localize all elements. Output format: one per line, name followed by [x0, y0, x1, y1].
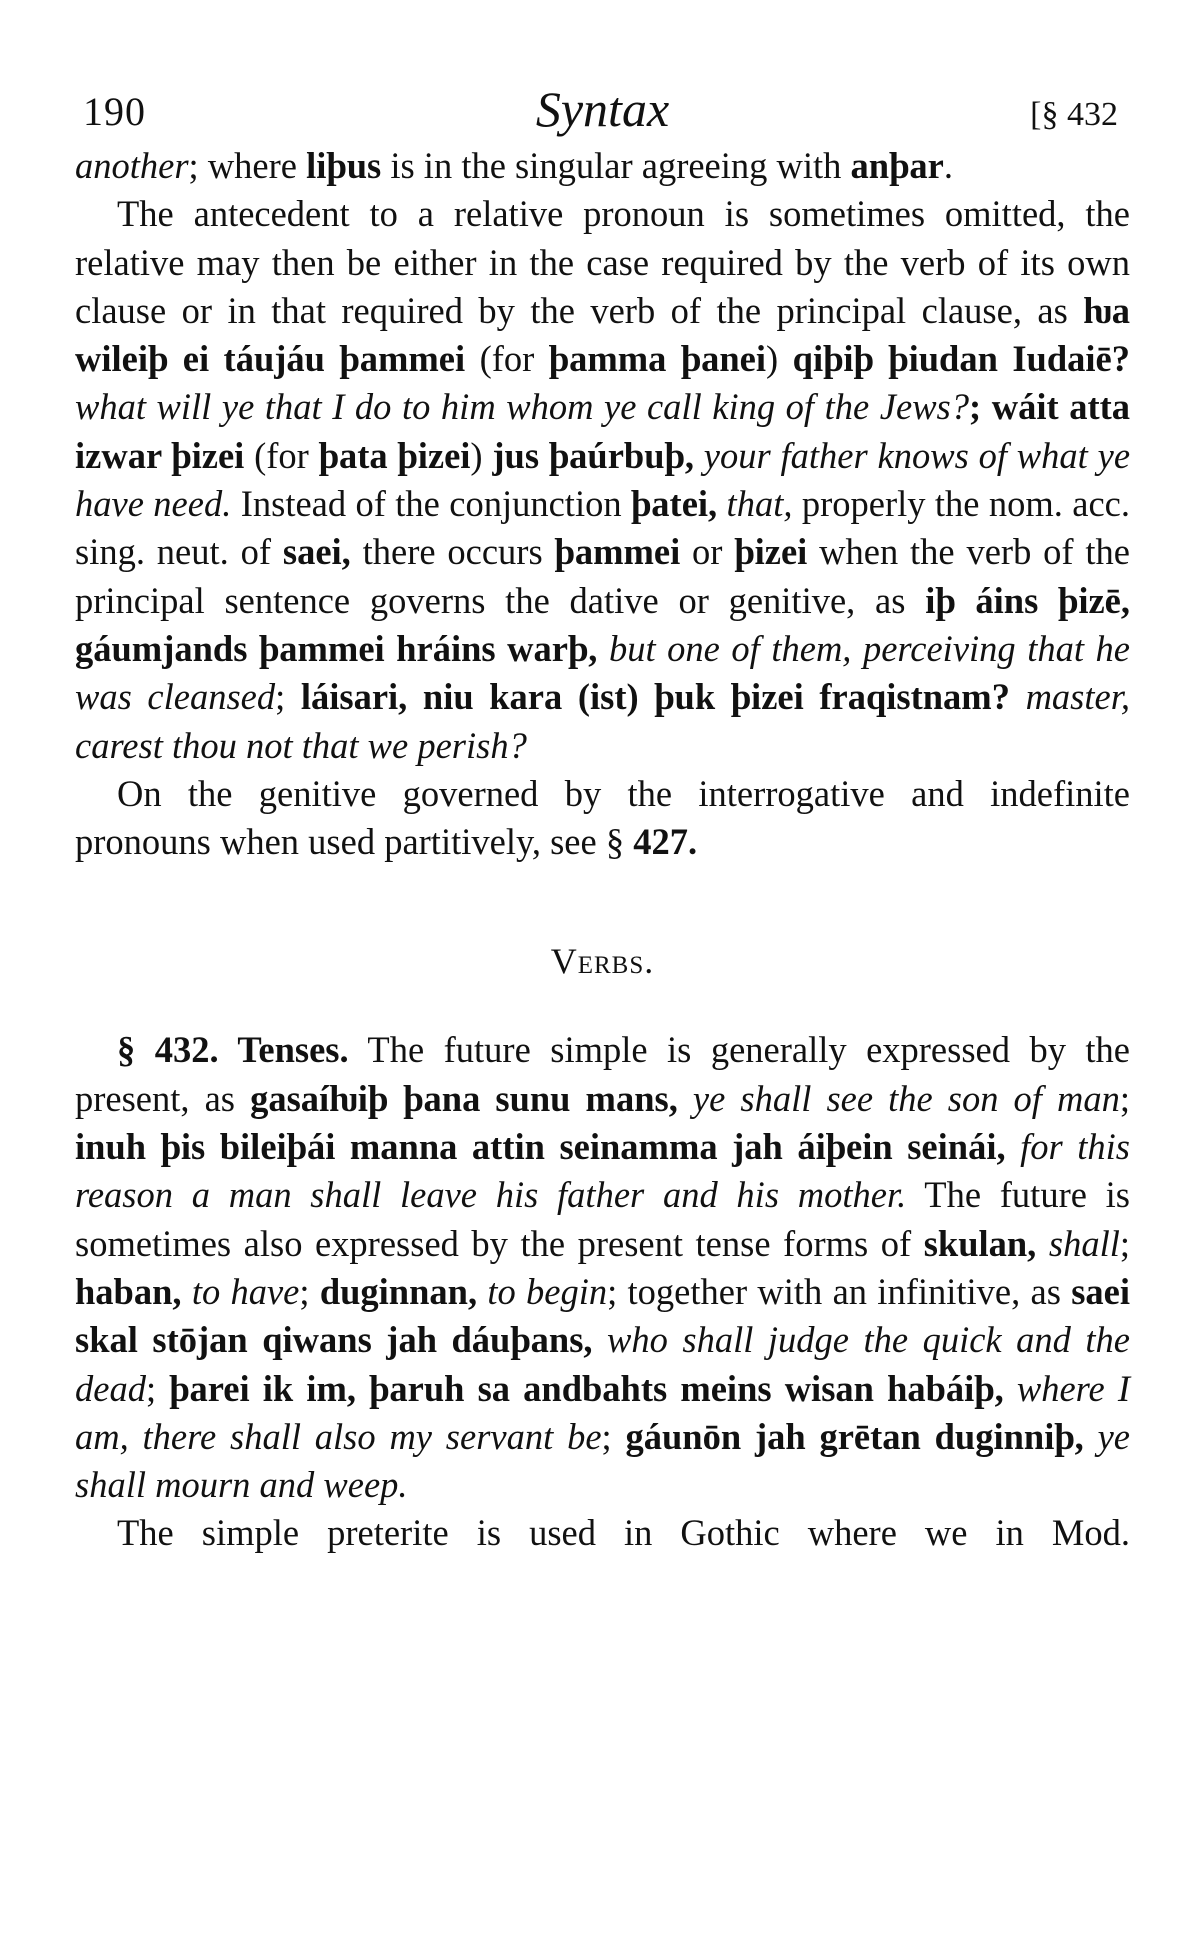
translation-text: for this reason a man shall leave his father and his mother. — [75, 1126, 1130, 1216]
body-text — [182, 1271, 192, 1312]
gothic-phrase: ƕa wileiþ ei táujáu þammei — [75, 289, 1130, 380]
paragraph-preterite — [75, 1509, 1130, 1557]
body-text: is in the singular agreeing with — [381, 145, 851, 186]
gothic-word: haban, — [75, 1270, 182, 1312]
gothic-phrase: inuh þis bileiþái manna attin seinamma jah áiþein seinái, — [75, 1126, 1006, 1168]
gothic-word: þizei — [734, 531, 808, 573]
body-text: there occurs — [350, 531, 555, 573]
paragraph-relative-pronoun — [75, 190, 1130, 770]
translation-text: what will ye that I do to him whom ye call king of the Jews? — [75, 386, 969, 428]
body-text: The antecedent to a relative pronoun is sometimes omitted, the relative may then be either in the case required by the verb of its own clause or in that required by the verb of the principal clause, as — [75, 193, 1130, 331]
gothic-phrase: jus þaúrbuþ, — [492, 434, 694, 476]
gothic-phrase: iþ áins þizē, gáumjands þammei hráins warþ, — [75, 579, 1130, 669]
translation-text: master, carest thou not that we perish? — [75, 676, 1131, 766]
page-number: 190 — [83, 89, 146, 134]
translation-text: where I am, there shall also my servant be — [75, 1367, 1130, 1457]
body-text: ; where — [188, 145, 307, 186]
body-text — [694, 435, 704, 476]
translation-text: ye shall see the son of man — [692, 1077, 1120, 1119]
section-reference: [§ 432 — [1030, 96, 1118, 133]
running-title: Syntax — [535, 81, 670, 137]
body-text: ; — [969, 386, 992, 428]
gothic-phrase: wáit atta izwar þizei — [75, 386, 1131, 476]
gothic-word: skulan, — [923, 1222, 1037, 1264]
gothic-phrase: gasaíƕiþ þana sunu mans, — [250, 1077, 678, 1119]
body-text — [678, 1078, 693, 1119]
body-text: The future is sometimes also expressed by the present tense forms of — [75, 1174, 1130, 1264]
gothic-phrase: þarei ik im, þaruh sa andbahts meins wisan habáiþ, — [169, 1367, 1004, 1409]
section-heading: Verbs. — [550, 941, 655, 982]
translation-text: who shall judge the quick and the dead — [75, 1319, 1130, 1409]
body-text — [1036, 1223, 1049, 1264]
translation-text: that, — [726, 483, 793, 525]
gothic-word: þammei — [554, 531, 681, 573]
body-text — [1004, 1368, 1017, 1409]
body-text: ; — [601, 1415, 626, 1457]
body-text: ) — [766, 338, 793, 380]
body-text: ) — [470, 434, 493, 476]
paragraph-continued — [75, 142, 1130, 190]
paragraph-tenses — [75, 1026, 1130, 1509]
body-text: ; together with an infinitive, as — [607, 1270, 1072, 1312]
book-page — [75, 70, 1130, 1558]
body-text — [1084, 1416, 1098, 1457]
translation-text: ye shall mourn and weep. — [75, 1415, 1130, 1506]
body-text: (for — [465, 338, 549, 380]
body-text: . — [687, 821, 698, 863]
gothic-word: liþus — [306, 145, 382, 186]
translation-text: shall — [1048, 1222, 1120, 1264]
gothic-phrase: láisari, niu kara (ist) þuk þizei fraqistnam? — [300, 676, 1010, 718]
body-text — [593, 1319, 608, 1360]
body-text: . — [943, 145, 953, 186]
gothic-phrase: saei skal stōjan qiwans jah dáuþans, — [75, 1270, 1130, 1361]
body-text: ; — [1119, 1077, 1131, 1119]
body-text — [597, 628, 609, 669]
body-text — [477, 1271, 487, 1312]
body-text: ; — [275, 676, 301, 718]
body-text — [717, 483, 726, 524]
gothic-word: anþar — [850, 145, 944, 186]
body-text: properly the nom. acc. sing. neut. of — [75, 483, 1130, 573]
translation-text: to begin — [487, 1270, 608, 1312]
body-text: (for — [244, 434, 319, 476]
gothic-phrase: qiþiþ þiudan Iudaiē? — [792, 338, 1130, 380]
body-text: when the verb of the principal sentence governs the dative or genitive, as — [75, 531, 1130, 621]
translation-text: another — [75, 145, 189, 186]
section-label: § 432. Tenses. — [117, 1029, 349, 1071]
gothic-phrase: þata þizei — [318, 434, 471, 476]
body-text: ; — [145, 1367, 170, 1409]
gothic-word: þatei, — [630, 483, 718, 525]
gothic-word: saei, — [282, 531, 351, 573]
body-text: The future simple is generally expressed by the present, as — [75, 1029, 1130, 1119]
translation-text: to have — [191, 1270, 300, 1312]
section-link[interactable]: 427 — [633, 821, 688, 863]
body-text — [1006, 1126, 1021, 1167]
running-header — [75, 70, 1130, 142]
body-text: or — [680, 531, 735, 573]
translation-text: but one of them, perceiving that he was cleansed — [75, 627, 1131, 718]
body-text: The simple preterite is used in Gothic where we in Mod. — [117, 1512, 1130, 1554]
gothic-phrase: gáunōn jah grētan duginniþ, — [625, 1415, 1084, 1457]
body-text: Instead of the conjunction — [231, 483, 631, 525]
translation-text: your father knows of what ye have need. — [75, 434, 1131, 525]
body-text — [1010, 676, 1026, 717]
gothic-phrase: þamma þanei — [548, 338, 767, 380]
body-text: ; — [1119, 1222, 1131, 1264]
paragraph-genitive — [75, 770, 1130, 867]
body-text: ; — [299, 1270, 320, 1312]
body-text: On the genitive governed by the interrogative and indefinite pronouns when used partitively, see § — [75, 772, 1130, 863]
gothic-word: duginnan, — [319, 1270, 478, 1312]
